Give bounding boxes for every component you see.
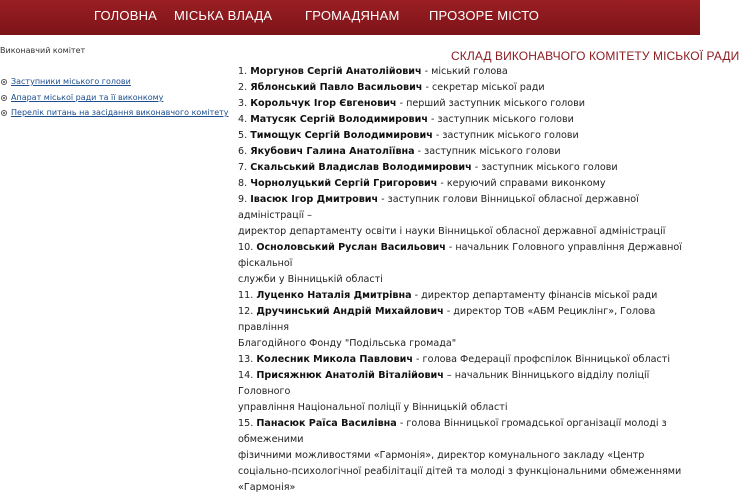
member-name: Івасюк Ігор Дмитрович: [250, 194, 379, 205]
member-role: - перший заступник міського голови: [396, 98, 586, 109]
list-item: [238, 64, 698, 80]
list-item: [238, 176, 698, 192]
list-item: [238, 304, 698, 352]
member-name: Матусяк Сергій Володимирович: [250, 114, 428, 125]
member-role: - керуючий справами виконкому: [437, 178, 606, 189]
member-role: - голова Вінницької громадської організації молоді з обмеженими: [238, 418, 667, 445]
member-name: Присяжнюк Анатолій Віталійович: [256, 370, 444, 381]
member-name: Моргунов Сергій Анатолійович: [250, 66, 422, 77]
list-item: [238, 128, 698, 144]
nav-item-citizens[interactable]: ГРОМАДЯНАМ: [305, 8, 400, 23]
list-item: [238, 192, 698, 240]
nav-item-home[interactable]: ГОЛОВНА: [94, 8, 158, 23]
member-role-continued: фізичними можливостями «Гармонія», директор комунального закладу «Центр соціально-психологічної реабілітації дітей та молоді з функціональними обмеженнями «Гармонія»: [238, 450, 682, 493]
member-number: 6.: [238, 146, 248, 157]
sidebar-link-label: Заступники міського голови: [11, 77, 131, 86]
member-role: - начальник Головного управління Державної фіскальної: [238, 242, 682, 269]
member-role: - голова Федерації профспілок Вінницької області: [412, 354, 671, 365]
list-item: [238, 352, 698, 368]
member-name: Луценко Наталія Дмитрівна: [256, 290, 412, 301]
member-role-continued: директор департаменту освіти і науки Вінницької обласної державної адміністрації: [238, 226, 666, 237]
list-item: [238, 144, 698, 160]
member-name: Чорнолуцький Сергій Григорович: [250, 178, 438, 189]
member-name: Осноловський Руслан Васильович: [256, 242, 446, 253]
member-role: - заступник міського голови: [414, 146, 561, 157]
member-name: Якубович Галина Анатоліївна: [250, 146, 415, 157]
member-name: Дручинський Андрій Михайлович: [256, 306, 444, 317]
member-number: 14.: [238, 370, 254, 381]
member-role: - директор департаменту фінансів міської ради: [411, 290, 658, 301]
sidebar-title: Виконавчий комітет: [0, 46, 86, 55]
member-number: 11.: [238, 290, 254, 301]
list-item: [238, 240, 698, 288]
member-name: Панасюк Раїса Василівна: [256, 418, 397, 429]
member-role: - заступник міського голови: [427, 114, 574, 125]
top-navigation-bar: [0, 0, 700, 35]
member-name: Корольчук Ігор Євгенович: [250, 98, 397, 109]
member-number: 3.: [238, 98, 248, 109]
list-item: [238, 368, 698, 416]
bullet-icon: [1, 79, 7, 85]
list-item: [238, 96, 698, 112]
member-number: 7.: [238, 162, 248, 173]
member-role: - заступник голови Вінницької обласної державної адміністрації –: [238, 194, 639, 221]
sidebar-link-apparatus[interactable]: [1, 92, 163, 103]
nav-item-transparent-city[interactable]: ПРОЗОРЕ МІСТО: [429, 8, 540, 23]
member-number: 2.: [238, 82, 248, 93]
list-item: [238, 112, 698, 128]
sidebar-link-deputies[interactable]: [1, 76, 131, 87]
member-number: 5.: [238, 130, 248, 141]
member-number: 10.: [238, 242, 254, 253]
bullet-icon: [1, 95, 7, 101]
member-role: - заступник міського голови: [432, 130, 579, 141]
member-name: Колесник Микола Павлович: [256, 354, 413, 365]
member-number: 15.: [238, 418, 254, 429]
list-item: [238, 288, 698, 304]
member-name: Яблонський Павло Васильович: [250, 82, 423, 93]
member-number: 8.: [238, 178, 248, 189]
sidebar-link-agenda-list[interactable]: [1, 107, 229, 118]
member-name: Скальський Владислав Володимирович: [250, 162, 472, 173]
list-item: [238, 160, 698, 176]
member-role: – начальник Вінницького відділу поліції Головного: [238, 370, 650, 397]
member-role: - секретар міської ради: [422, 82, 545, 93]
member-role: - директор ТОВ «АБМ Рециклінг», Голова правління: [238, 306, 656, 333]
sidebar-link-label: Апарат міської ради та її виконкому: [11, 93, 164, 102]
member-number: 4.: [238, 114, 248, 125]
member-role: - міський голова: [421, 66, 508, 77]
member-role-continued: служби у Вінницькій області: [238, 274, 383, 285]
member-number: 12.: [238, 306, 254, 317]
nav-item-city-government[interactable]: МІСЬКА ВЛАДА: [174, 8, 273, 23]
list-item: [238, 416, 698, 496]
sidebar-link-label: Перелік питань на засідання виконавчого комітету: [11, 108, 229, 117]
member-number: 9.: [238, 194, 248, 205]
member-role: - заступник міського голови: [471, 162, 618, 173]
member-number: 13.: [238, 354, 254, 365]
bullet-icon: [1, 110, 7, 116]
members-list: [238, 64, 698, 496]
member-number: 1.: [238, 66, 248, 77]
member-role-continued: управління Національної поліції у Вінницькій області: [238, 402, 508, 413]
member-role-continued: Благодійного Фонду "Подільська громада": [238, 338, 457, 349]
page-title: СКЛАД ВИКОНАВЧОГО КОМІТЕТУ МІСЬКОЇ РАДИ: [451, 49, 739, 63]
member-name: Тимощук Сергій Володимирович: [250, 130, 433, 141]
list-item: [238, 80, 698, 96]
